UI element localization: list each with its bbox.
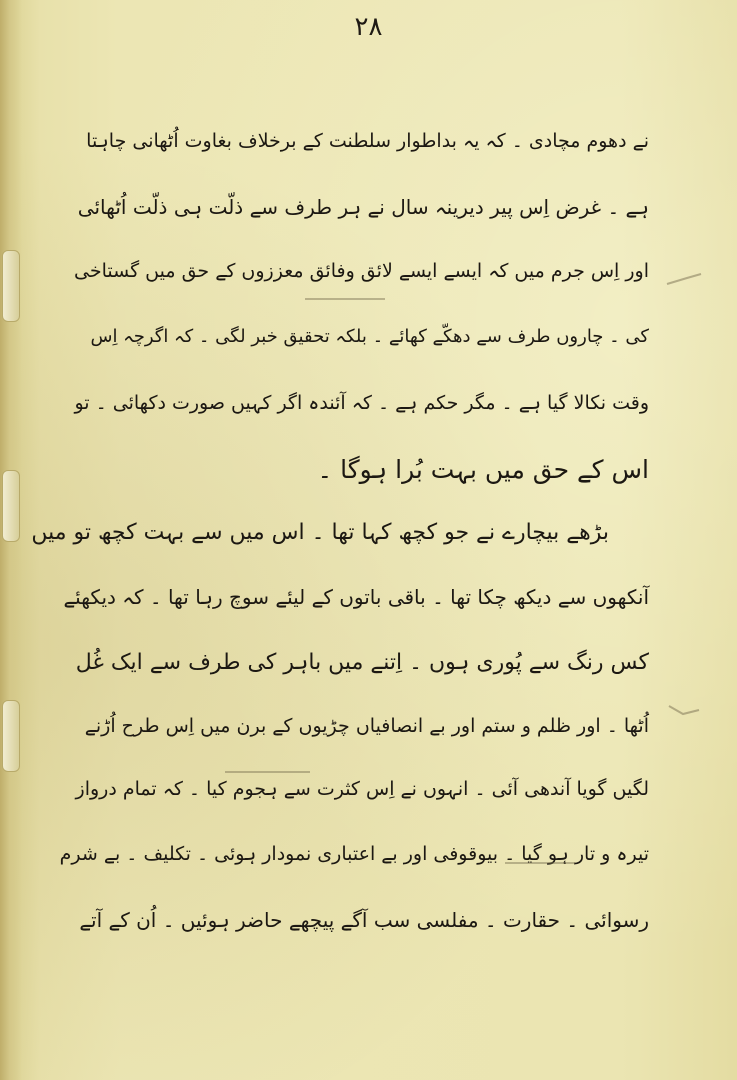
text-line: تیرہ و تار ہو گیا ۔ بیوقوفی اور بے اعتباری نمودار ہوئی ۔ تکلیف ۔ بے شرم (59, 843, 649, 865)
text-line: وقت نکالا گیا ہے ۔ مگر حکم ہے ۔ کہ آئندہ اگر کہیں صورت دکھائی ۔ تو (74, 392, 649, 414)
pencil-underline (225, 771, 310, 773)
binding-hole (2, 700, 20, 772)
text-line: نے دھوم مچادی ۔ کہ یہ بداطوار سلطنت کے برخلاف بغاوت اُٹھانی چاہتا (86, 130, 649, 152)
page-number: ۲۸ (354, 12, 383, 42)
pencil-underline (505, 862, 575, 864)
text-line: اور اِس جرم میں کہ ایسے ایسے لائق وفائق معززوں کے حق میں گستاخی (74, 260, 649, 282)
text-line: بڑھے بیچارے نے جو کچھ کہا تھا ۔ اس میں سے بہت کچھ تو میں (31, 520, 609, 545)
text-line: کی ۔ چاروں طرف سے دھکّے کھائے ۔ بلکہ تحقیق خبر لگی ۔ کہ اگرچہ اِس (90, 326, 649, 347)
margin-tick-mark (665, 700, 705, 724)
text-line: ہے ۔ غرض اِس پیر دیرینہ سال نے ہر طرف سے ذلّت ہی ذلّت اُٹھائی (77, 195, 649, 219)
text-line: لگیں گویا آندھی آئی ۔ انہوں نے اِس کثرت سے ہجوم کیا ۔ کہ تمام درواز (75, 778, 649, 800)
text-line: اس کے حق میں بہت بُرا ہوگا ۔ (317, 455, 649, 484)
text-line: کس رنگ سے پُوری ہوں ۔ اِتنے میں باہر کی طرف سے ایک غُل (75, 650, 649, 675)
text-line: آنکھوں سے دیکھ چکا تھا ۔ باقی باتوں کے لیئے سوچ رہا تھا ۔ کہ دیکھئے (63, 585, 649, 609)
binding-hole (2, 470, 20, 542)
margin-tick-mark (665, 270, 705, 294)
text-line: اُٹھا ۔ اور ظلم و ستم اور بے انصافیاں چڑیوں کے برن میں اِس طرح اُڑنے (84, 715, 649, 737)
text-line: رسوائی ۔ حقارت ۔ مفلسی سب آگے پیچھے حاضر ہوئیں ۔ اُن کے آتے (79, 908, 649, 932)
pencil-underline (305, 298, 385, 300)
binding-hole (2, 250, 20, 322)
